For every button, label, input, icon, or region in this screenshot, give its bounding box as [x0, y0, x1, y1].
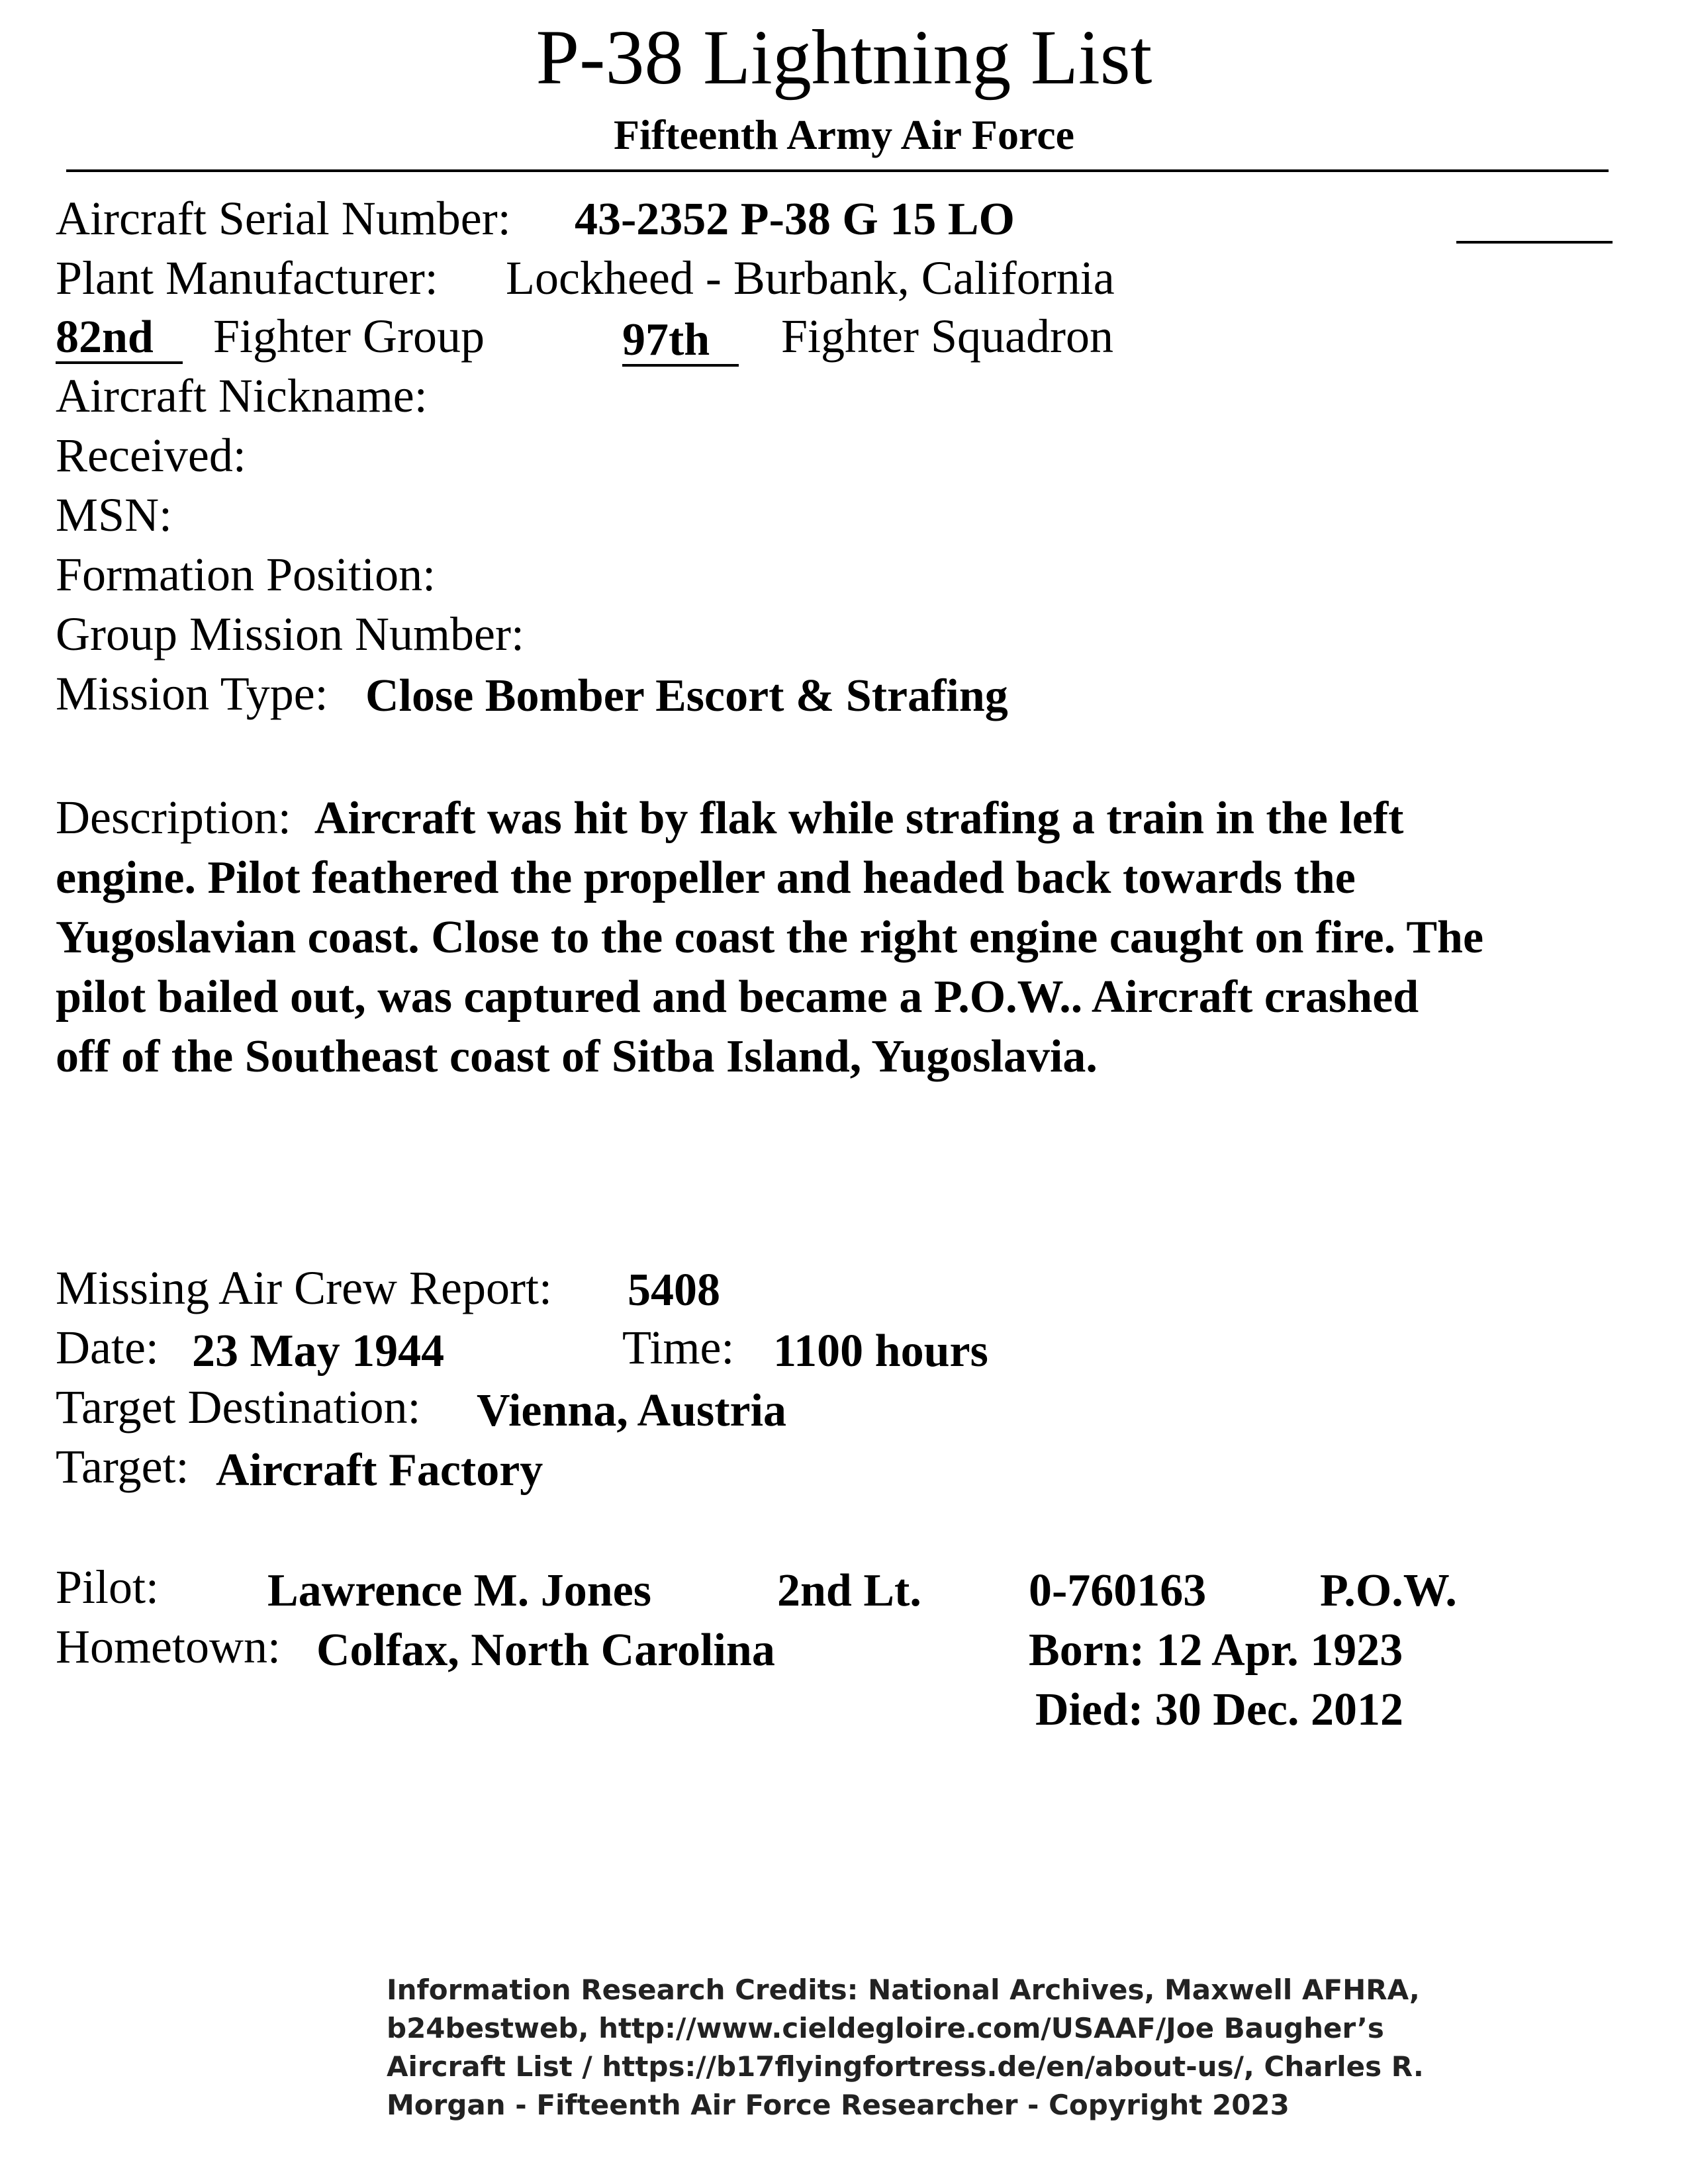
squadron-number-text: 97th — [622, 316, 739, 367]
group-number-text: 82nd — [56, 314, 183, 364]
group-label: Fighter Group — [213, 310, 485, 363]
formation-label: Formation Position: — [56, 548, 436, 601]
pilot-status: P.O.W. — [1320, 1565, 1457, 1616]
description-text-1: Aircraft was hit by flak while strafing a train in the left — [314, 793, 1404, 844]
page-subtitle: Fifteenth Army Air Force — [613, 111, 1075, 158]
born-date: Born: 12 Apr. 1923 — [1029, 1625, 1403, 1676]
hometown-value: Colfax, North Carolina — [316, 1625, 775, 1676]
description-line-4: pilot bailed out, was captured and became a P.O.W.. Aircraft crashed — [56, 972, 1419, 1023]
hometown-label: Hometown: — [56, 1620, 281, 1673]
target-destination-label: Target Destination: — [56, 1381, 421, 1433]
time-label: Time: — [622, 1321, 735, 1374]
description-line-2: engine. Pilot feathered the propeller and headed back towards the — [56, 852, 1356, 903]
plant-label: Plant Manufacturer: — [56, 251, 438, 304]
macr-label: Missing Air Crew Report: — [56, 1261, 552, 1314]
serial-label: Aircraft Serial Number: — [56, 192, 511, 245]
credits-line-1: Information Research Credits: National Archives, Maxwell AFHRA, — [387, 1974, 1420, 2006]
died-date: Died: 30 Dec. 2012 — [1035, 1684, 1404, 1735]
credits-line-2: b24bestweb, http://www.cieldegloire.com/USAAF/Joe Baugher’s — [387, 2012, 1384, 2044]
macr-value: 5408 — [628, 1265, 720, 1316]
plant-value: Lockheed - Burbank, California — [506, 251, 1115, 304]
group-mission-label: Group Mission Number: — [56, 608, 524, 660]
target-label: Target: — [56, 1440, 189, 1493]
pilot-name: Lawrence M. Jones — [267, 1565, 651, 1616]
nickname-label: Aircraft Nickname: — [56, 369, 428, 422]
description-block — [56, 788, 1631, 1087]
page-title: P-38 Lightning List — [536, 14, 1152, 101]
description-line-5: off of the Southeast coast of Sitba Island, Yugoslavia. — [56, 1031, 1098, 1082]
description-line-1 — [56, 788, 1631, 848]
squadron-number — [622, 316, 739, 367]
pilot-label: Pilot: — [56, 1561, 160, 1614]
description-label: Description: — [56, 791, 291, 844]
received-label: Received: — [56, 429, 246, 482]
credits-line-4: Morgan - Fifteenth Air Force Researcher - Copyright 2023 — [387, 2089, 1289, 2121]
date-label: Date: — [56, 1321, 159, 1374]
serial-value: 43-2352 P-38 G 15 LO — [575, 194, 1015, 245]
target-value: Aircraft Factory — [216, 1445, 543, 1496]
date-value: 23 May 1944 — [192, 1326, 445, 1377]
header-divider — [66, 169, 1609, 172]
pilot-serial: 0-760163 — [1029, 1565, 1207, 1616]
description-line-3: Yugoslavian coast. Close to the coast the right engine caught on fire. The — [56, 912, 1484, 963]
mission-type-value: Close Bomber Escort & Strafing — [365, 670, 1008, 721]
squadron-label: Fighter Squadron — [781, 310, 1113, 363]
msn-label: MSN: — [56, 488, 173, 541]
group-number — [56, 314, 183, 364]
pilot-rank: 2nd Lt. — [777, 1565, 921, 1616]
blank-line — [1456, 241, 1613, 244]
mission-type-label: Mission Type: — [56, 667, 328, 720]
time-value: 1100 hours — [773, 1326, 988, 1377]
credits-line-3: Aircraft List / https://b17flyingfortress.de/en/about-us/, Charles R. — [387, 2050, 1424, 2083]
research-credits — [387, 1971, 1424, 2124]
target-destination-value: Vienna, Austria — [477, 1385, 787, 1436]
